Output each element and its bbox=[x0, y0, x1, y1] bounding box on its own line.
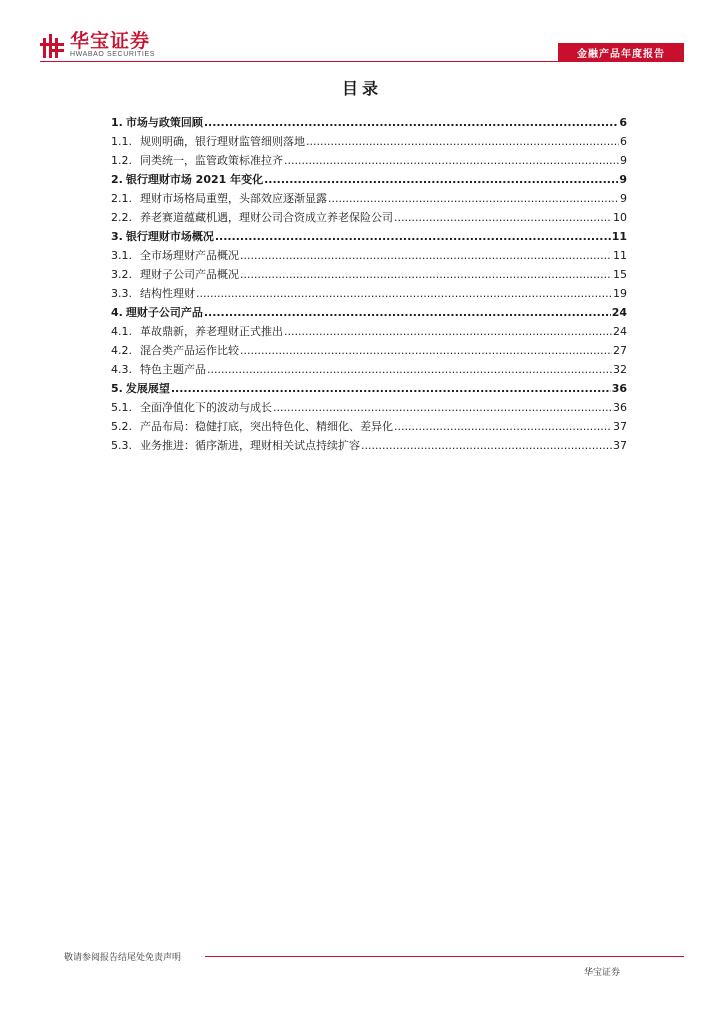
toc-leader-dots bbox=[273, 401, 612, 414]
toc-entry-page: 24 bbox=[611, 306, 627, 319]
toc-entry[interactable] bbox=[111, 437, 627, 456]
toc-entry[interactable] bbox=[111, 133, 627, 152]
logo-chinese-name: 华宝证券 bbox=[70, 30, 151, 52]
toc-entry-number: 1.2. bbox=[111, 154, 132, 167]
report-type-badge: 金融产品年度报告 bbox=[558, 43, 684, 61]
toc-entry[interactable] bbox=[111, 171, 627, 190]
toc-entry-title: 市场与政策回顾 bbox=[125, 116, 203, 129]
toc-entry-number: 5. bbox=[111, 382, 123, 395]
toc-entry-title: 理财子公司产品概况 bbox=[140, 268, 239, 281]
toc-entry-number: 4.2. bbox=[111, 344, 132, 357]
toc-entry[interactable] bbox=[111, 361, 627, 380]
toc-entry-title: 规则明确，银行理财监管细则落地 bbox=[140, 135, 305, 148]
toc-entry-page: 10 bbox=[613, 211, 627, 224]
hwabao-logo-icon bbox=[40, 32, 66, 60]
toc-entry-number: 1.1. bbox=[111, 135, 132, 148]
toc-entry[interactable] bbox=[111, 399, 627, 418]
toc-entry-number: 3. bbox=[111, 230, 123, 243]
toc-entry-title: 银行理财市场 2021 年变化 bbox=[125, 173, 264, 186]
toc-entry-number: 3.3. bbox=[111, 287, 132, 300]
toc-entry-page: 11 bbox=[613, 249, 627, 262]
toc-entry-page: 37 bbox=[613, 420, 627, 433]
toc-entry-page: 32 bbox=[613, 363, 627, 376]
footer-divider bbox=[205, 956, 684, 957]
toc-leader-dots bbox=[306, 135, 619, 148]
toc-leader-dots bbox=[394, 211, 612, 224]
toc-entry-number: 1. bbox=[111, 116, 123, 129]
toc-entry[interactable] bbox=[111, 114, 627, 133]
toc-entry-number: 5.3. bbox=[111, 439, 132, 452]
toc-leader-dots bbox=[361, 439, 612, 452]
toc-entry-page: 15 bbox=[613, 268, 627, 281]
toc-leader-dots bbox=[240, 344, 612, 357]
toc-entry-page: 36 bbox=[613, 401, 627, 414]
toc-entry-page: 27 bbox=[613, 344, 627, 357]
toc-leader-dots bbox=[207, 363, 612, 376]
toc-entry-page: 19 bbox=[613, 287, 627, 300]
footer-disclaimer: 敬请参阅报告结尾处免责声明 bbox=[64, 953, 182, 963]
toc-entry[interactable] bbox=[111, 209, 627, 228]
toc-entry-title: 同类统一，监管政策标准拉齐 bbox=[140, 154, 283, 167]
header-divider bbox=[40, 61, 684, 62]
toc-leader-dots bbox=[394, 420, 612, 433]
toc-entry[interactable] bbox=[111, 190, 627, 209]
toc-entry-title: 特色主题产品 bbox=[140, 363, 206, 376]
toc-entry-number: 2.1. bbox=[111, 192, 132, 205]
toc-leader-dots bbox=[171, 382, 611, 395]
toc-entry-title: 混合类产品运作比较 bbox=[140, 344, 239, 357]
toc-entry-title: 业务推进：循序渐进，理财相关试点持续扩容 bbox=[140, 439, 360, 452]
toc-entry[interactable] bbox=[111, 285, 627, 304]
toc-entry-number: 4. bbox=[111, 306, 123, 319]
toc-entry-title: 理财市场格局重塑，头部效应逐渐显露 bbox=[140, 192, 327, 205]
table-of-contents bbox=[111, 114, 627, 456]
toc-entry[interactable] bbox=[111, 228, 627, 247]
toc-entry[interactable] bbox=[111, 323, 627, 342]
page-title: 目录 bbox=[341, 79, 382, 98]
toc-entry-title: 全市场理财产品概况 bbox=[140, 249, 239, 262]
toc-leader-dots bbox=[328, 192, 619, 205]
logo-english-name: HWABAO SECURITIES bbox=[70, 51, 156, 58]
footer-company: 华宝证券 bbox=[583, 968, 620, 978]
toc-entry-title: 理财子公司产品 bbox=[125, 306, 203, 319]
toc-entry-page: 37 bbox=[613, 439, 627, 452]
toc-entry-page: 9 bbox=[620, 154, 627, 167]
toc-entry-title: 养老赛道蕴藏机遇，理财公司合资成立养老保险公司 bbox=[140, 211, 393, 224]
toc-entry-page: 9 bbox=[620, 192, 627, 205]
toc-entry[interactable] bbox=[111, 247, 627, 266]
toc-entry-number: 4.3. bbox=[111, 363, 132, 376]
toc-leader-dots bbox=[264, 173, 618, 186]
toc-entry-number: 3.2. bbox=[111, 268, 132, 281]
toc-leader-dots bbox=[240, 268, 612, 281]
toc-entry[interactable] bbox=[111, 152, 627, 171]
toc-leader-dots bbox=[284, 154, 619, 167]
toc-entry-number: 2. bbox=[111, 173, 123, 186]
toc-leader-dots bbox=[204, 116, 619, 129]
toc-entry-page: 6 bbox=[619, 116, 627, 129]
toc-entry-number: 3.1. bbox=[111, 249, 132, 262]
toc-entry[interactable] bbox=[111, 304, 627, 323]
toc-leader-dots bbox=[204, 306, 611, 319]
toc-leader-dots bbox=[284, 325, 612, 338]
toc-entry-title: 结构性理财 bbox=[140, 287, 195, 300]
toc-entry-page: 9 bbox=[619, 173, 627, 186]
toc-entry-title: 革故鼎新，养老理财正式推出 bbox=[140, 325, 283, 338]
toc-entry-page: 24 bbox=[613, 325, 627, 338]
toc-entry[interactable] bbox=[111, 266, 627, 285]
toc-leader-dots bbox=[196, 287, 612, 300]
toc-entry-title: 发展展望 bbox=[125, 382, 170, 395]
toc-entry-number: 5.1. bbox=[111, 401, 132, 414]
toc-leader-dots bbox=[215, 230, 611, 243]
page-header bbox=[0, 0, 724, 70]
toc-entry-title: 全面净值化下的波动与成长 bbox=[140, 401, 272, 414]
toc-leader-dots bbox=[240, 249, 612, 262]
toc-entry-title: 产品布局：稳健打底，突出特色化、精细化、差异化 bbox=[140, 420, 393, 433]
toc-entry-page: 11 bbox=[611, 230, 627, 243]
toc-entry-title: 银行理财市场概况 bbox=[125, 230, 214, 243]
toc-entry-page: 36 bbox=[611, 382, 627, 395]
toc-entry-number: 4.1. bbox=[111, 325, 132, 338]
toc-entry-number: 5.2. bbox=[111, 420, 132, 433]
toc-entry[interactable] bbox=[111, 418, 627, 437]
toc-entry[interactable] bbox=[111, 380, 627, 399]
toc-entry-page: 6 bbox=[620, 135, 627, 148]
toc-entry-number: 2.2. bbox=[111, 211, 132, 224]
toc-entry[interactable] bbox=[111, 342, 627, 361]
